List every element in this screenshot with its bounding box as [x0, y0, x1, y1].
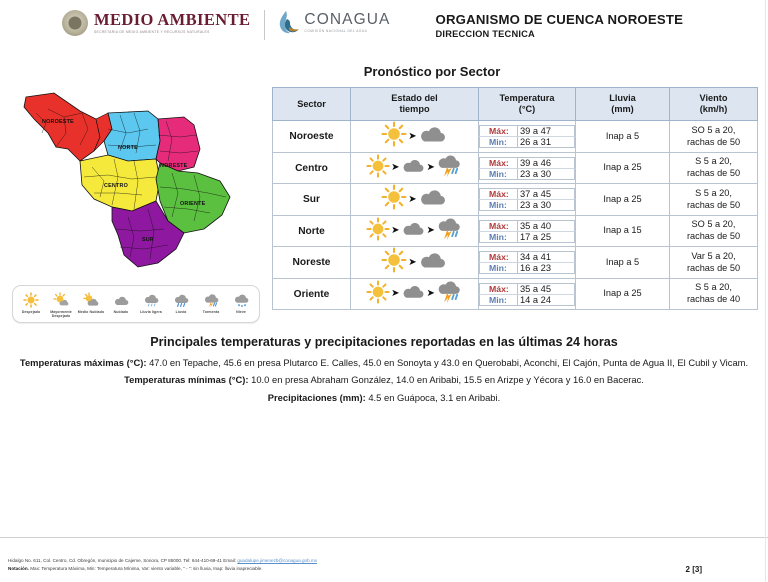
column-header-lluvia — [576, 88, 670, 121]
precipitation-text: 4.5 en Guápoca, 3.1 en Aribabi. — [368, 392, 501, 403]
forecast-table-body — [273, 121, 758, 310]
column-header-estado — [351, 88, 479, 121]
max-value: 39 a 47 — [518, 126, 575, 137]
cloud-rain-icon — [173, 290, 190, 309]
arrow-right-icon: ➤ — [426, 162, 435, 174]
legend-label: Despejado — [21, 310, 41, 314]
max-label: Máx: — [480, 189, 518, 200]
conagua-name: CONAGUA — [304, 10, 391, 28]
precipitation-label: Precipitaciones (mm): — [267, 392, 366, 403]
map-label-noroeste: NOROESTE — [42, 119, 74, 125]
legend-label: Lluvia ligera — [140, 310, 162, 314]
min-value: 26 a 31 — [518, 137, 575, 148]
table-row — [273, 216, 758, 247]
min-label: Min: — [480, 168, 518, 179]
footer-address-line — [8, 557, 317, 565]
header-line: Viento — [699, 93, 728, 103]
cloud-icon — [401, 219, 426, 243]
sun-cloud-icon — [83, 290, 100, 309]
min-label: Min: — [480, 200, 518, 211]
min-value: 14 a 24 — [518, 294, 575, 305]
table-row — [273, 121, 758, 153]
conagua-logo — [278, 10, 390, 35]
min-temperatures-line — [16, 373, 752, 387]
cell-estado-tiempo — [351, 279, 479, 310]
map-column — [8, 87, 266, 323]
legend-item — [46, 290, 76, 319]
cell-viento — [670, 279, 758, 310]
cell-sector: Centro — [273, 153, 351, 184]
map-label-sur: SUR — [142, 237, 154, 243]
cell-viento — [670, 153, 758, 184]
cell-temperatura — [479, 121, 576, 153]
sun-small-cloud-icon — [53, 290, 70, 309]
cell-lluvia: Inap a 25 — [576, 279, 670, 310]
semarnat-name: MEDIO AMBIENTE — [94, 9, 251, 29]
cell-estado-tiempo — [351, 121, 479, 153]
cell-sector: Noreste — [273, 247, 351, 279]
max-temperatures-line — [16, 356, 752, 370]
header-line: (°C) — [518, 104, 536, 115]
min-label: Min: — [480, 263, 518, 274]
arrow-right-icon: ➤ — [391, 162, 400, 174]
map-label-norte: NORTE — [118, 145, 138, 151]
min-label: Min: — [480, 294, 518, 305]
max-label: Máx: — [480, 252, 518, 263]
viento-line: S 5 a 20, — [695, 156, 732, 167]
table-row — [273, 153, 758, 184]
cloud-icon — [401, 282, 426, 306]
cell-temperatura — [479, 184, 576, 216]
cell-lluvia: Inap a 5 — [576, 121, 670, 153]
cloud-icon — [113, 290, 130, 309]
cloud-storm-icon — [436, 279, 463, 309]
min-value: 17 a 25 — [518, 231, 575, 242]
content-area — [0, 79, 768, 323]
cell-viento — [670, 216, 758, 247]
viento-line: S 5 a 20, — [695, 187, 732, 198]
cell-viento — [670, 247, 758, 279]
cloud-storm-icon — [436, 153, 463, 183]
max-value: 37 a 45 — [518, 189, 575, 200]
viento-line: Var 5 a 20, — [691, 250, 736, 261]
contact-email-link[interactable]: guadalupe.jimenezb@conagua.gob.mx — [237, 558, 318, 563]
legend-item — [106, 290, 136, 319]
viento-line: rachas de 50 — [686, 199, 741, 210]
cloud-light-rain-icon — [143, 290, 160, 309]
max-value: 35 a 45 — [518, 283, 575, 294]
cell-estado-tiempo — [351, 216, 479, 247]
legend-item — [136, 290, 166, 319]
cloud-icon — [418, 249, 448, 276]
conagua-subtitle: COMISIÓN NACIONAL DEL AGUA — [304, 29, 368, 34]
cell-sector: Norte — [273, 216, 351, 247]
forecast-table — [272, 87, 758, 310]
max-temperatures-label: Temperaturas máximas (°C): — [19, 356, 147, 368]
arrow-right-icon: ➤ — [426, 288, 435, 300]
map-label-oriente: ORIENTE — [180, 201, 206, 207]
notation-text: Max: Temperatura Máxima, Min: Temperatura Mínima, Var: viento variable, " - ": sin lluvia, Inap: lluvia inapreciable. — [30, 566, 263, 572]
page-number: 2 [3] — [685, 565, 702, 574]
cell-sector: Oriente — [273, 279, 351, 310]
header-line: Temperatura — [499, 93, 555, 103]
cloud-icon — [401, 156, 426, 180]
min-label: Min: — [480, 137, 518, 148]
cell-estado-tiempo — [351, 184, 479, 216]
min-temperatures-label: Temperaturas mínimas (°C): — [124, 374, 249, 386]
min-value: 23 a 30 — [518, 168, 575, 179]
cell-temperatura — [479, 247, 576, 279]
viento-line: rachas de 50 — [686, 262, 741, 273]
cell-estado-tiempo — [351, 153, 479, 184]
legend-label: Nublado — [113, 310, 129, 314]
map-label-noreste: NORESTE — [160, 163, 188, 169]
organization-title: ORGANISMO DE CUENCA NOROESTE — [435, 12, 684, 27]
table-row — [273, 279, 758, 310]
legend-item — [166, 290, 196, 319]
legend-label: Medio Nublado — [77, 310, 105, 314]
viento-line: SO 5 a 20, — [691, 219, 736, 230]
viento-line: rachas de 40 — [686, 294, 741, 305]
sun-icon — [381, 121, 407, 152]
semarnat-logo — [62, 10, 250, 36]
arrow-right-icon: ➤ — [408, 256, 417, 268]
cell-viento — [670, 121, 758, 153]
cell-temperatura — [479, 216, 576, 247]
arrow-right-icon: ➤ — [426, 225, 435, 237]
footer-notation-line — [8, 565, 317, 573]
map-label-centro: CENTRO — [104, 183, 128, 189]
cell-viento — [670, 184, 758, 216]
arrow-right-icon: ➤ — [391, 288, 400, 300]
header-line: Lluvia — [609, 93, 636, 103]
cell-lluvia: Inap a 5 — [576, 247, 670, 279]
cell-sector: Sur — [273, 184, 351, 216]
cell-temperatura — [479, 153, 576, 184]
column-header-viento — [670, 88, 758, 121]
cloud-storm-icon — [203, 290, 220, 309]
column-header-temperatura — [479, 88, 576, 121]
weather-legend — [12, 285, 260, 323]
page-header — [0, 0, 768, 58]
legend-item — [226, 290, 256, 319]
max-label: Máx: — [480, 126, 518, 137]
max-value: 35 a 40 — [518, 220, 575, 231]
legend-label: Tormenta — [202, 310, 220, 314]
mexican-eagle-seal-icon — [62, 10, 88, 36]
max-label: Máx: — [480, 220, 518, 231]
sonora-sector-map — [8, 89, 258, 279]
footer-address: Hidalgo No. 611, Col. Centro, Cd. Obregón, municipio de Cajeme, Sonora, CP 85000. Tel: 644-410-69-41 Email: — [8, 558, 238, 563]
logo-divider — [264, 10, 265, 40]
viento-line: rachas de 50 — [686, 136, 741, 147]
sun-icon — [23, 290, 39, 309]
table-header-row — [273, 88, 758, 121]
max-label: Máx: — [480, 157, 518, 168]
sun-icon — [381, 184, 407, 215]
header-line: (km/h) — [699, 104, 728, 115]
legend-label: Mayormente Despejado — [50, 310, 72, 319]
sun-icon — [381, 247, 407, 278]
header-line: Estado del — [391, 93, 438, 103]
water-drop-icon — [278, 10, 299, 35]
cell-temperatura — [479, 279, 576, 310]
cell-lluvia: Inap a 25 — [576, 153, 670, 184]
viento-line: rachas de 50 — [686, 168, 741, 179]
sun-icon — [366, 217, 390, 246]
max-temperatures-text: 47.0 en Tepache, 45.6 en presa Plutarco E. Calles, 45.0 en Sonoyta y 43.0 en Querobabi, Aconchi, El Cajón, Punta de Agua II, El Cubil y Vicam. — [149, 356, 749, 368]
semarnat-subtitle: SECRETARIA DE MEDIO AMBIENTE Y RECURSOS NATURALES — [94, 30, 210, 35]
max-value: 39 a 46 — [518, 157, 575, 168]
legend-item — [76, 290, 106, 319]
cloud-storm-icon — [436, 216, 463, 246]
sun-icon — [366, 154, 390, 183]
header-line: Sector — [297, 98, 326, 109]
notation-label: Notación. — [8, 566, 29, 572]
viento-line: SO 5 a 20, — [691, 124, 736, 135]
page-edge-line — [765, 0, 766, 582]
cloud-icon — [418, 186, 448, 213]
viento-line: S 5 a 20, — [695, 282, 732, 293]
report-title: Principales temperaturas y precipitaciones reportadas en las últimas 24 horas — [150, 334, 618, 349]
footer-divider — [0, 537, 768, 538]
observed-report-section — [0, 323, 768, 405]
cell-lluvia: Inap a 25 — [576, 184, 670, 216]
organization-heading — [436, 10, 684, 40]
cloud-icon — [418, 123, 448, 150]
legend-label: Lluvia — [175, 310, 187, 314]
legend-label: Nieve — [236, 310, 246, 314]
table-row — [273, 184, 758, 216]
precipitation-line — [16, 391, 752, 405]
min-label: Min: — [480, 231, 518, 242]
footer-text — [8, 557, 317, 573]
min-value: 23 a 30 — [518, 200, 575, 211]
arrow-right-icon: ➤ — [391, 225, 400, 237]
legend-item — [16, 290, 46, 319]
cell-sector: Noroeste — [273, 121, 351, 153]
header-line: tiempo — [399, 104, 430, 115]
header-line: (mm) — [611, 104, 634, 115]
cell-estado-tiempo — [351, 247, 479, 279]
max-label: Máx: — [480, 283, 518, 294]
column-header-sector — [273, 88, 351, 121]
table-column — [266, 87, 760, 323]
page-footer — [8, 557, 760, 574]
cloud-snow-icon — [233, 290, 250, 309]
viento-line: rachas de 50 — [686, 231, 741, 242]
arrow-right-icon: ➤ — [408, 193, 417, 205]
cell-lluvia: Inap a 15 — [576, 216, 670, 247]
arrow-right-icon: ➤ — [408, 130, 417, 142]
table-row — [273, 247, 758, 279]
max-value: 34 a 41 — [518, 252, 575, 263]
min-temperatures-text: 10.0 en presa Abraham González, 14.0 en Aribabi, 15.5 en Arizpe y Yécora y 16.0 en Bacerac. — [251, 374, 644, 386]
sun-icon — [366, 280, 390, 309]
organization-subtitle: DIRECCION TECNICA — [435, 28, 535, 39]
page-title: Pronóstico por Sector — [363, 64, 501, 79]
legend-item — [196, 290, 226, 319]
min-value: 16 a 23 — [518, 263, 575, 274]
